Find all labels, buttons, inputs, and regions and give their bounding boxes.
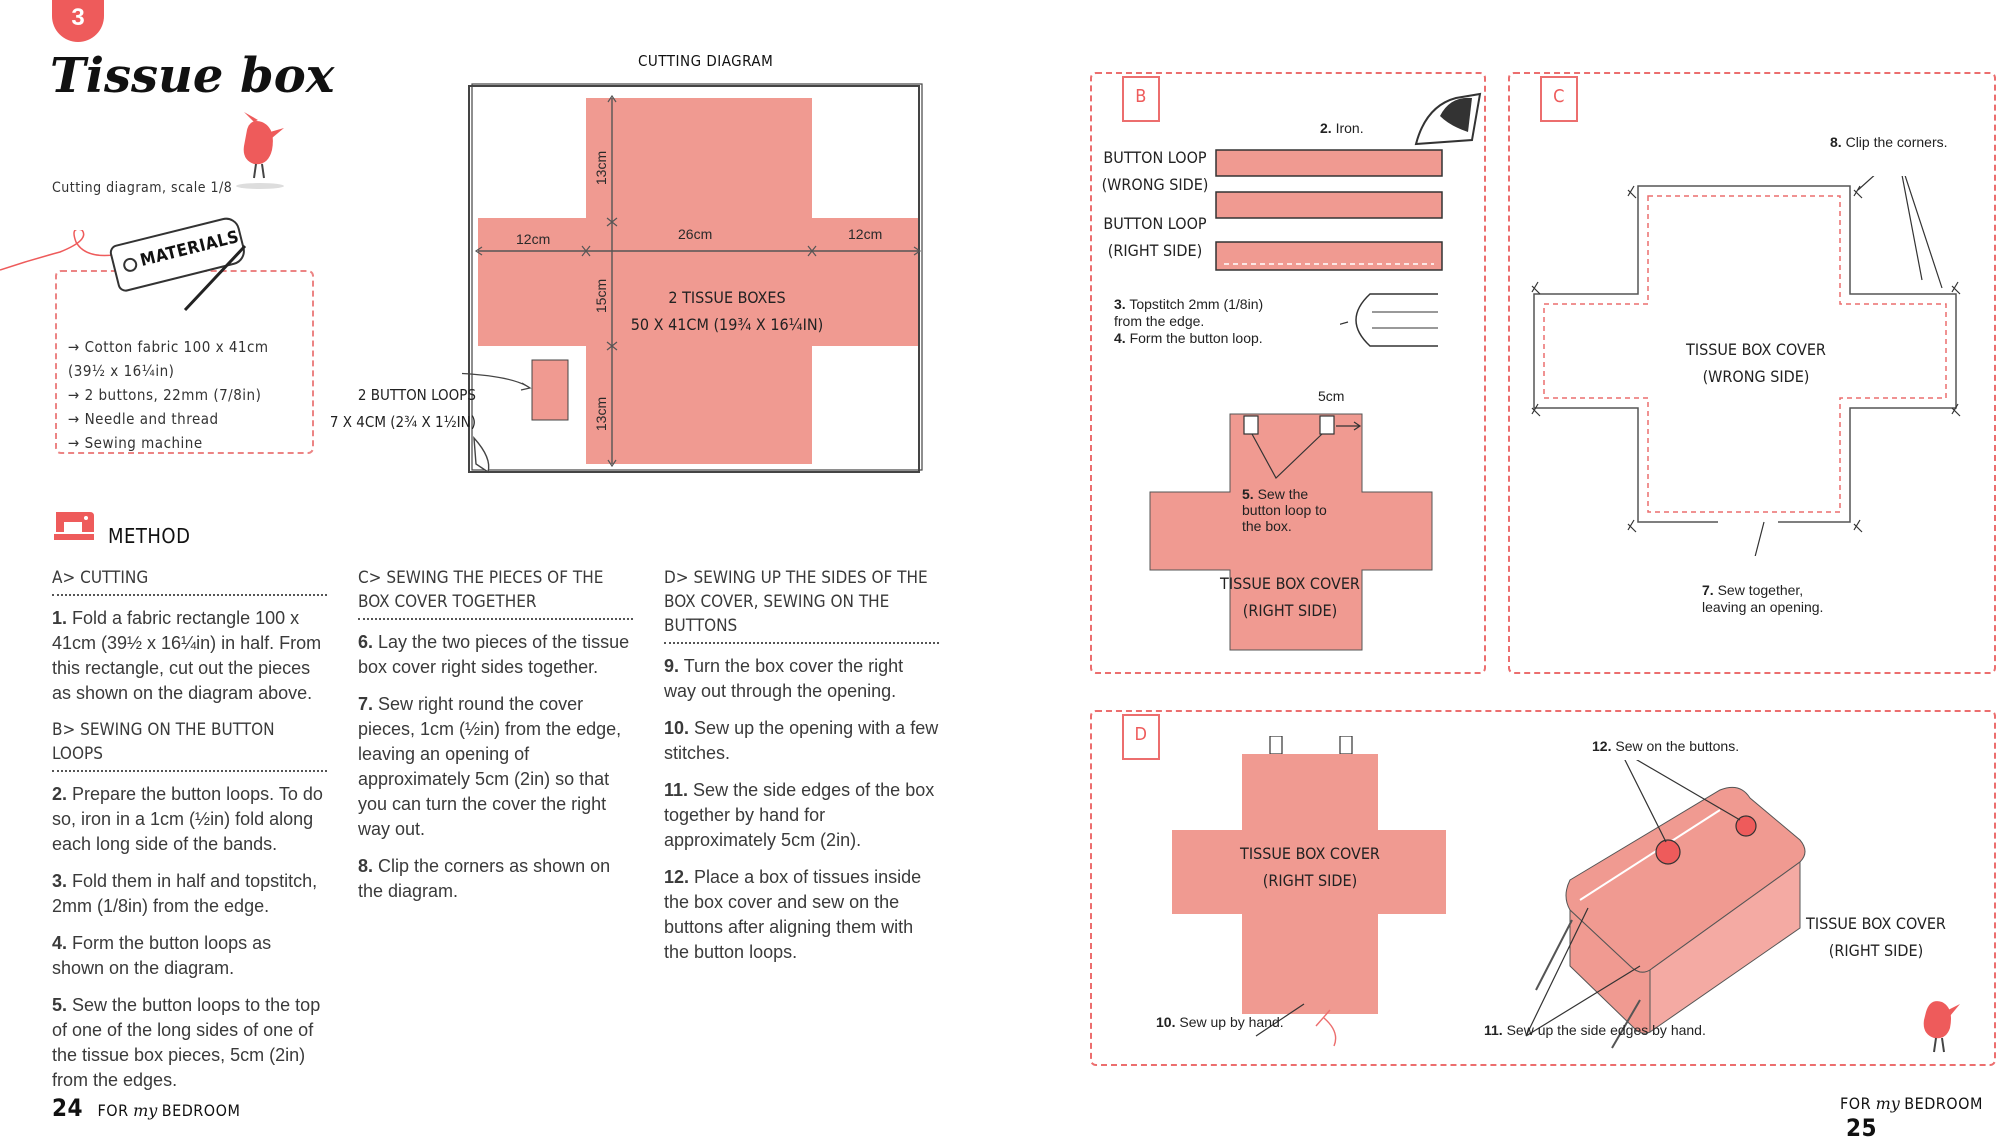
section-b-heading: B> SEWING ON THE BUTTON LOOPS <box>52 718 327 772</box>
dim-13cm-top: 13cm <box>593 150 610 186</box>
panel-b-iron-label: 2. Iron. <box>1320 120 1364 136</box>
panel-d-side-edges-label: 11. Sew up the side edges by hand. <box>1484 1022 1706 1038</box>
panel-c-cover-label: TISSUE BOX COVER (WRONG SIDE) <box>1686 340 1826 386</box>
dim-12cm-right: 12cm <box>848 226 883 242</box>
panel-c-letter-flag <box>1540 76 1578 122</box>
footer-right: FOR my BEDROOM 25 <box>1840 1094 1983 1142</box>
dim-26cm: 26cm <box>678 226 713 242</box>
step-4: 4. Form the button loops as shown on the diagram. <box>52 933 272 978</box>
step-5: 5. Sew the button loops to the top of one of the long sides of one of the tissue box pieces, 5cm (2in) from the edges. <box>52 995 321 1090</box>
panel-d-buttons-label: 12. Sew on the buttons. <box>1592 738 1740 754</box>
materials-item: → Needle and thread <box>68 410 219 428</box>
needle-icon <box>175 238 255 318</box>
diagram-main-label: 2 TISSUE BOXES 50 X 41CM (19¾ X 16¼IN) <box>630 288 824 334</box>
step-12: 12. Place a box of tissues inside the box cover and sew on the buttons after aligning them with the button loops. <box>664 867 922 962</box>
method-column-2 <box>358 566 633 916</box>
button-loop-strips <box>1210 148 1450 278</box>
dim-13cm-bottom: 13cm <box>593 396 610 432</box>
panel-c-letter: C <box>1553 86 1565 107</box>
step-9: 9. Turn the box cover the right way out through the opening. <box>664 656 904 701</box>
page-number-right: 25 <box>1846 1114 1878 1142</box>
panel-c-clip-label: 8. Clip the corners. <box>1830 134 1948 150</box>
panel-d-box-label: TISSUE BOX COVER (RIGHT SIDE) <box>1806 914 1946 960</box>
panel-c-sew-label: 7. Sew together, leaving an opening. <box>1702 582 1824 615</box>
materials-tag-label: MATERIALS <box>138 227 242 271</box>
dim-15cm: 15cm <box>593 278 610 314</box>
bird-icon-small <box>1916 990 1966 1060</box>
step-8: 8. Clip the corners as shown on the diagram. <box>358 856 611 901</box>
method-column-3 <box>664 566 939 977</box>
materials-item: → Cotton fabric 100 x 41cm (39½ x 16¼in) <box>68 338 269 380</box>
step-badge-number: 3 <box>71 4 85 31</box>
materials-item: → Sewing machine <box>68 434 203 452</box>
page-title: Tissue box <box>50 48 335 104</box>
panel-d-sew-hand-label: 10. Sew up by hand. <box>1156 1014 1284 1030</box>
section-c-heading: C> SEWING THE PIECES OF THE BOX COVER TOGETHER <box>358 566 633 620</box>
step-11: 11. Sew the side edges of the box together by hand for approximately 5cm (2in). <box>664 780 935 850</box>
panel-b-5cm: 5cm <box>1318 388 1345 404</box>
step-2: 2. Prepare the button loops. To do so, iron in a 1cm (½in) fold along each long side of the bands. <box>52 784 323 854</box>
panel-b-cover-label: TISSUE BOX COVER (RIGHT SIDE) <box>1220 574 1360 620</box>
panel-b-topstitch-label: 3. Topstitch 2mm (1/8in) from the edge. 4. Form the button loop. <box>1114 296 1264 346</box>
step-badge <box>52 0 104 42</box>
tissue-box-illustration <box>1500 760 1840 1050</box>
section-a-heading: A> CUTTING <box>52 566 327 596</box>
step-1: 1. Fold a fabric rectangle 100 x 41cm (39½ x 16¼in) in half. From this rectangle, cut out the pieces as shown on the diagram above. <box>52 608 322 703</box>
footer-left: 24 FOR my BEDROOM <box>52 1094 241 1122</box>
tag-hole-icon <box>122 256 139 273</box>
loop-right-side-label: BUTTON LOOP (RIGHT SIDE) <box>1103 214 1207 260</box>
page-number-left: 24 <box>52 1094 84 1122</box>
bird-icon <box>232 110 292 190</box>
panel-d-cross <box>1170 736 1460 1056</box>
loop-wrong-side-label: BUTTON LOOP (WRONG SIDE) <box>1101 148 1209 194</box>
iron-icon <box>1410 86 1490 152</box>
step-3: 3. Fold them in half and topstitch, 2mm (1/8in) from the edge. <box>52 871 318 916</box>
formed-loop-icon <box>1340 290 1440 352</box>
cutting-diagram-title: CUTTING DIAGRAM <box>638 52 774 70</box>
panel-b-letter-flag <box>1122 76 1160 122</box>
method-heading: METHOD <box>108 524 191 548</box>
materials-list <box>68 335 303 455</box>
panel-b-letter: B <box>1135 86 1147 107</box>
panel-d-letter-flag <box>1122 714 1160 760</box>
dim-12cm-left: 12cm <box>516 231 551 247</box>
step-10: 10. Sew up the opening with a few stitches. <box>664 718 939 763</box>
panel-b-sew-loop-label: 5. Sew the button loop to the box. <box>1242 486 1327 534</box>
panel-d-cover-label: TISSUE BOX COVER (RIGHT SIDE) <box>1240 844 1380 890</box>
button-loops-label: 2 BUTTON LOOPS 7 X 4CM (2¾ X 1½IN) <box>329 386 476 431</box>
scale-note: Cutting diagram, scale 1/8 <box>52 180 233 196</box>
cutting-diagram <box>462 78 932 484</box>
panel-d-letter: D <box>1134 724 1148 745</box>
sewing-machine-icon <box>52 508 96 544</box>
materials-item: → 2 buttons, 22mm (7/8in) <box>68 386 262 404</box>
method-column-1 <box>52 566 327 1105</box>
section-d-heading: D> SEWING UP THE SIDES OF THE BOX COVER, SEWING ON THE BUTTONS <box>664 566 939 644</box>
step-7: 7. Sew right round the cover pieces, 1cm (½in) from the edge, leaving an opening of approximately 5cm (2in) so that you can turn the cover the right way out. <box>358 694 622 839</box>
step-6: 6. Lay the two pieces of the tissue box cover right sides together. <box>358 632 630 677</box>
